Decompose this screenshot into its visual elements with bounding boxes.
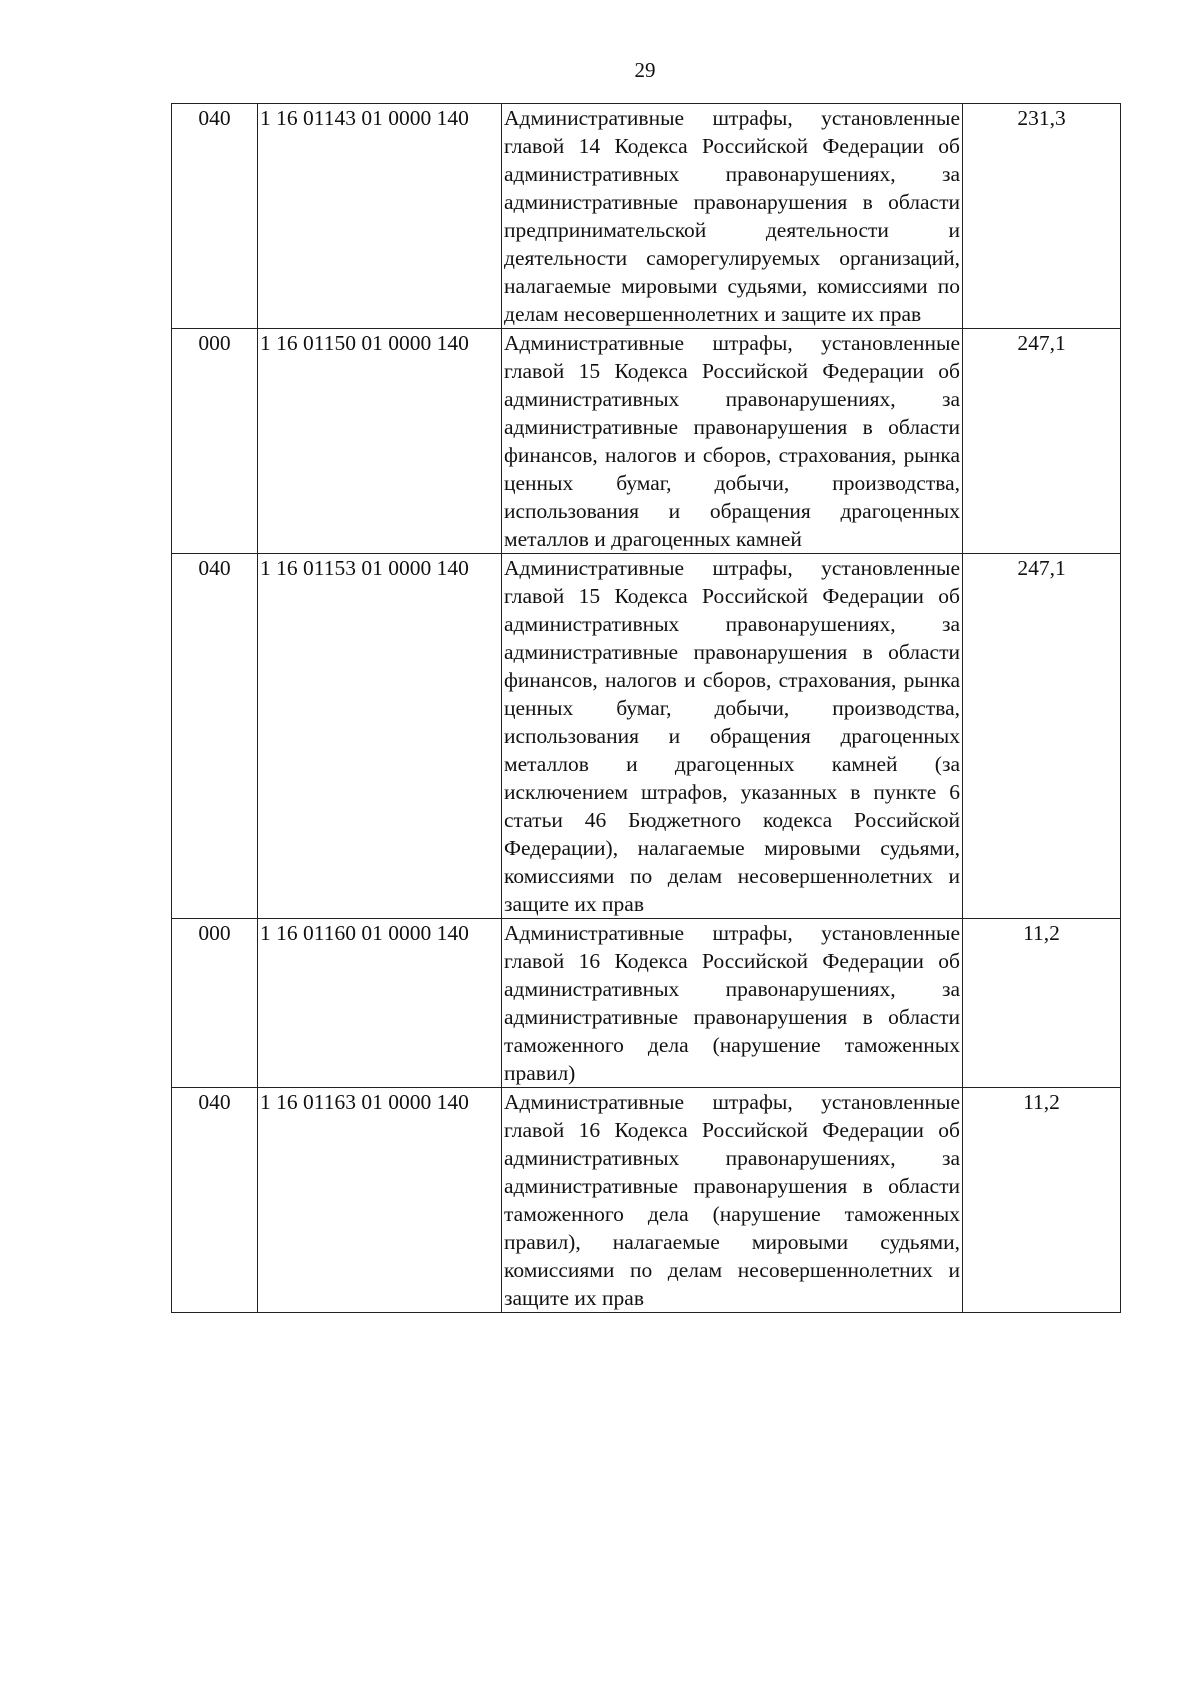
admin-code-cell: 000	[172, 919, 258, 1088]
revenue-name-cell: Административные штрафы, установленные главой 15 Кодекса Российской Федерации об административных правонарушениях, за административные правонарушения в области финансов, налогов и сборов, страхования, рынка ценных бумаг, добычи, производства, использования и обращения драгоценных металлов и драгоценных камней	[502, 329, 963, 554]
admin-code-cell: 040	[172, 554, 258, 919]
budget-code-cell: 1 16 01153 01 0000 140	[258, 554, 502, 919]
admin-code-cell: 040	[172, 104, 258, 329]
table-row	[172, 554, 1121, 919]
revenue-name-cell: Административные штрафы, установленные главой 16 Кодекса Российской Федерации об административных правонарушениях, за административные правонарушения в области таможенного дела (нарушение таможенных правил)	[502, 919, 963, 1088]
admin-code-cell: 000	[172, 329, 258, 554]
table-row	[172, 919, 1121, 1088]
budget-code-cell: 1 16 01163 01 0000 140	[258, 1088, 502, 1313]
admin-code-cell: 040	[172, 1088, 258, 1313]
revenue-name-cell: Административные штрафы, установленные главой 16 Кодекса Российской Федерации об административных правонарушениях, за административные правонарушения в области таможенного дела (нарушение таможенных правил), налагаемые мировыми судьями, комиссиями по делам несовершеннолетних и защите их прав	[502, 1088, 963, 1313]
budget-code-cell: 1 16 01143 01 0000 140	[258, 104, 502, 329]
budget-code-cell: 1 16 01150 01 0000 140	[258, 329, 502, 554]
table-row	[172, 104, 1121, 329]
amount-cell: 11,2	[963, 1088, 1121, 1313]
amount-cell: 247,1	[963, 329, 1121, 554]
revenue-name-cell: Административные штрафы, установленные главой 14 Кодекса Российской Федерации об административных правонарушениях, за административные правонарушения в области предпринимательской деятельности и деятельности саморегулируемых организаций, налагаемые мировыми судьями, комиссиями по делам несовершеннолетних и защите их прав	[502, 104, 963, 329]
amount-cell: 231,3	[963, 104, 1121, 329]
page-number: 29	[634, 58, 656, 82]
table-row	[172, 1088, 1121, 1313]
revenue-name-cell: Административные штрафы, установленные главой 15 Кодекса Российской Федерации об административных правонарушениях, за административные правонарушения в области финансов, налогов и сборов, страхования, рынка ценных бумаг, добычи, производства, использования и обращения драгоценных металлов и драгоценных камней (за исключением штрафов, указанных в пункте 6 статьи 46 Бюджетного кодекса Российской Федерации), налагаемые мировыми судьями, комиссиями по делам несовершеннолетних и защите их прав	[502, 554, 963, 919]
amount-cell: 247,1	[963, 554, 1121, 919]
table-row	[172, 329, 1121, 554]
revenue-table	[171, 103, 1121, 1313]
amount-cell: 11,2	[963, 919, 1121, 1088]
budget-code-cell: 1 16 01160 01 0000 140	[258, 919, 502, 1088]
